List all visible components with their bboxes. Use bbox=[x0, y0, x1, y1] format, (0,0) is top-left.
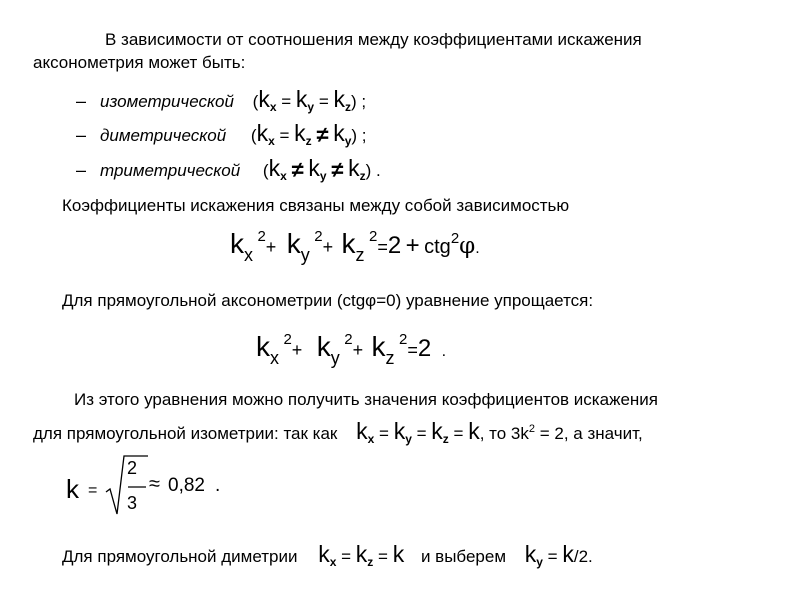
rectangular-text: Для прямоугольной аксонометрии (ctgφ=0) уравнение упрощается: bbox=[62, 291, 594, 310]
intro-line-2: аксонометрия может быть: bbox=[33, 53, 246, 72]
type-item-dimetric: – диметрической $(k_x = k_z \ne k_y)$ ; bbox=[76, 120, 367, 148]
slide: В зависимости от соотношения между коэффициентами искажения аксонометрия может быть: – изометрической $(k_x = k_y = k_z)$ ; – диметрической $(k_x = k_z \ne k_y)$ ; – триметрической $(k_x \ne k_y \ne k_z)$ . Коэффициенты искажения связаны между собой зависимостью kx 2+ ky 2+ kz 2=2 + ctg2φ. Для прямоугольной аксонометрии (ctgφ=0) уравнение упрощается: kx 2+ ky 2+ kz 2=2 . Из этого уравнения можно получить значения коэффициентов искажения для прямоугольной изометрии: так как $k_x = k_y = k_z = k$, то $3k^2 = 2$, а значит, k = 2 3 ≈ 0,82 . Для прямоугольной диметрии $k_x = k_z = k$ и выберем $k_y = k/2$. bbox=[33, 30, 658, 569]
isometry-line-2: для прямоугольной изометрии: так как $k_x = k_y = k_z = k$, то $3k^2 = 2$, а значит, bbox=[33, 418, 643, 446]
dash: – bbox=[76, 125, 87, 145]
equation-general: kx 2+ ky 2+ kz 2=2 + ctg2φ. bbox=[230, 228, 480, 265]
dash: – bbox=[76, 160, 87, 180]
type-name: триметрической bbox=[100, 161, 241, 180]
type-item-trimetric: – триметрической $(k_x \ne k_y \ne k_z)$ . bbox=[76, 155, 381, 183]
equation-rectangular: kx 2+ ky 2+ kz 2=2 . bbox=[256, 331, 447, 368]
intro-line-1: В зависимости от соотношения между коэффициентами искажения bbox=[105, 30, 642, 49]
type-name: диметрической bbox=[100, 126, 227, 145]
type-name: изометрической bbox=[100, 92, 234, 111]
dimetry-line: Для прямоугольной диметрии $k_x = k_z = k$ и выберем $k_y = k/2$. bbox=[62, 541, 593, 569]
isometry-line-1: Из этого уравнения можно получить значения коэффициентов искажения bbox=[74, 390, 658, 409]
relation-text: Коэффициенты искажения связаны между собой зависимостью bbox=[62, 196, 570, 215]
dash: – bbox=[76, 91, 87, 111]
type-item-isometric: – изометрической $(k_x = k_y = k_z)$ ; bbox=[76, 86, 367, 114]
